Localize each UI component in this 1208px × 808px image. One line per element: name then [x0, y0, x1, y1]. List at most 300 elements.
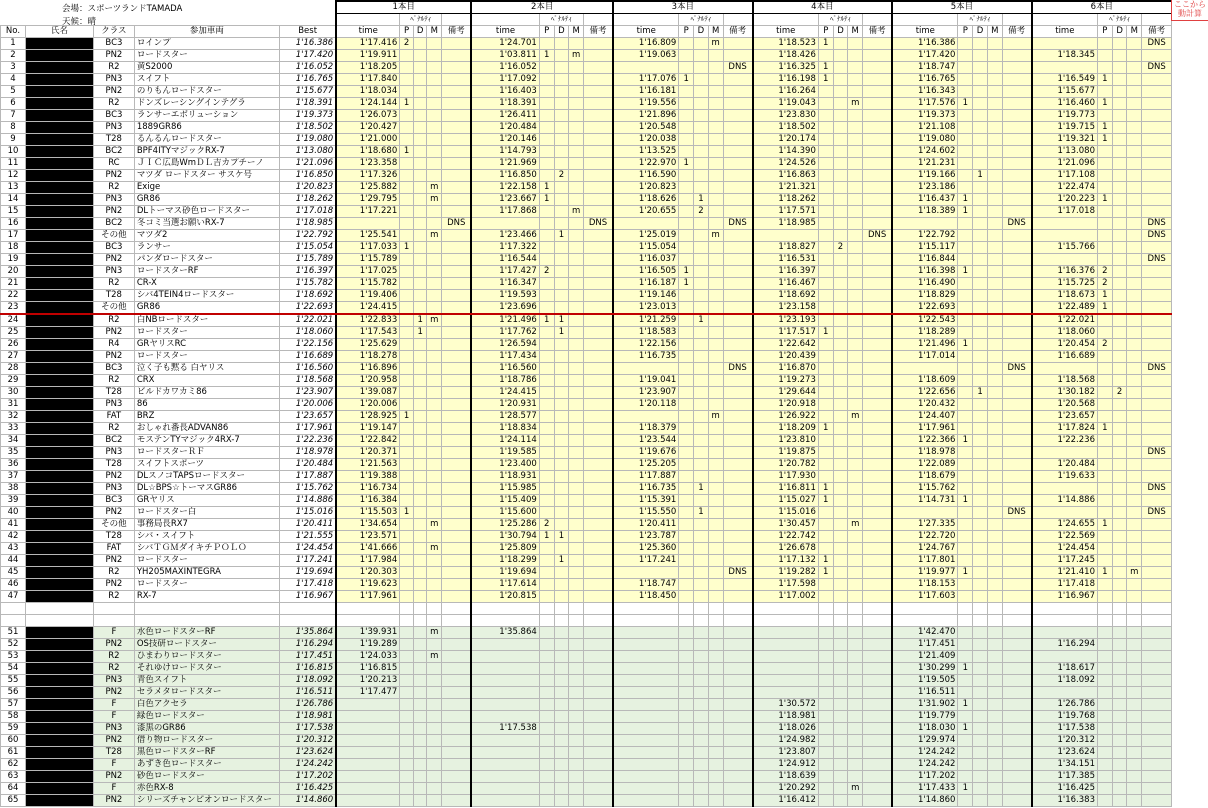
penalty-d [694, 758, 709, 770]
penalty-d [973, 206, 988, 218]
penalty-m [569, 650, 584, 662]
session-note [584, 507, 614, 519]
session-time [613, 758, 679, 770]
class-code: R2 [94, 662, 135, 674]
penalty-m [987, 626, 1002, 638]
session-note [442, 230, 472, 242]
penalty-d [413, 399, 427, 411]
penalty-d [694, 579, 709, 591]
penalty-p [400, 327, 414, 339]
session-time: 1'39.931 [336, 626, 400, 638]
session-note [1142, 314, 1172, 327]
session-note [1002, 74, 1032, 86]
penalty-m [987, 447, 1002, 459]
session-time: 1'20.484 [471, 122, 539, 134]
best-time: 1'20.823 [280, 182, 337, 194]
penalty-d: 1 [413, 314, 427, 327]
class-code: PN3 [94, 266, 135, 278]
penalty-d [833, 146, 848, 158]
session-note [863, 110, 893, 122]
penalty-p [818, 507, 833, 519]
result-row [1, 591, 1172, 603]
penalty-m [708, 206, 723, 218]
penalty-p [539, 698, 554, 710]
penalty-p: 1 [1097, 302, 1112, 315]
result-row [1, 302, 1172, 315]
session-note: DNS [442, 218, 472, 230]
session-note [1002, 758, 1032, 770]
session-time: 1'22.970 [613, 158, 679, 170]
session-note [584, 86, 614, 98]
penalty-d [973, 218, 988, 230]
penalty-d [554, 543, 569, 555]
penalty-m [987, 339, 1002, 351]
penalty-m [427, 483, 442, 495]
entry-number: 64 [1, 782, 26, 794]
penalty-m [987, 314, 1002, 327]
session-time: 1'17.451 [892, 638, 958, 650]
penalty-p [818, 50, 833, 62]
penalty-d [413, 567, 427, 579]
penalty-d [973, 471, 988, 483]
session-note [863, 686, 893, 698]
penalty-p: 1 [818, 423, 833, 435]
session-note [1142, 242, 1172, 254]
car-name: 86 [134, 399, 279, 411]
entry-number: 59 [1, 722, 26, 734]
penalty-d [1112, 794, 1127, 806]
session-note: DNS [723, 62, 753, 74]
driver-name-redacted [25, 182, 93, 194]
penalty-p: 1 [1097, 519, 1112, 531]
session-time: 1'20.918 [753, 399, 819, 411]
penalty-label: ﾍﾟﾅﾙﾃｨ [1097, 14, 1141, 26]
class-code: T28 [94, 531, 135, 543]
session-time: 1'16.505 [613, 266, 679, 278]
penalty-p [679, 459, 694, 471]
session-note [442, 146, 472, 158]
penalty-d [413, 471, 427, 483]
penalty-m [987, 74, 1002, 86]
driver-name-redacted [25, 495, 93, 507]
penalty-m [427, 170, 442, 182]
penalty-p [1097, 110, 1112, 122]
penalty-m [848, 314, 863, 327]
class-code: その他 [94, 230, 135, 242]
session-note [863, 710, 893, 722]
session-note [442, 567, 472, 579]
penalty-p [1097, 650, 1112, 662]
session-time: 1'23.830 [753, 110, 819, 122]
session-time [1032, 650, 1098, 662]
penalty-m [427, 794, 442, 806]
penalty-d [694, 134, 709, 146]
driver-name-redacted [25, 411, 93, 423]
session-time [1032, 62, 1098, 74]
session-time: 1'16.386 [892, 38, 958, 50]
session-time: 1'26.411 [471, 110, 539, 122]
penalty-m [987, 686, 1002, 698]
penalty-m [1127, 74, 1142, 86]
driver-name-redacted [25, 507, 93, 519]
penalty-m [427, 674, 442, 686]
session-note [584, 206, 614, 218]
penalty-d [833, 278, 848, 290]
penalty-m [1127, 351, 1142, 363]
session-note: DNS [723, 363, 753, 375]
session-note [1142, 519, 1172, 531]
session-time: 1'18.981 [753, 710, 819, 722]
penalty-p [539, 591, 554, 603]
penalty-m [1127, 459, 1142, 471]
header-penalty-m: M [1127, 26, 1142, 38]
penalty-m [708, 662, 723, 674]
penalty-m [987, 146, 1002, 158]
car-name: 漆黒のGR86 [134, 722, 279, 734]
driver-name-redacted [25, 122, 93, 134]
penalty-m [569, 399, 584, 411]
penalty-p [400, 194, 414, 206]
penalty-d [413, 375, 427, 387]
penalty-m [569, 662, 584, 674]
penalty-d [833, 459, 848, 471]
penalty-m [1127, 423, 1142, 435]
session-time: 1'15.725 [1032, 278, 1098, 290]
session-time: 1'16.187 [613, 278, 679, 290]
session-time: 1'16.181 [613, 86, 679, 98]
penalty-m [848, 230, 863, 242]
penalty-m [569, 122, 584, 134]
penalty-d [833, 495, 848, 507]
session-time: 1'18.391 [471, 98, 539, 110]
penalty-m [569, 86, 584, 98]
entry-number: 37 [1, 471, 26, 483]
session-title: 2本目 [471, 1, 613, 14]
session-time: 1'17.322 [471, 242, 539, 254]
session-time: 1'22.656 [892, 387, 958, 399]
penalty-p [679, 110, 694, 122]
session-note [1002, 794, 1032, 806]
result-row [1, 483, 1172, 495]
best-time: 1'17.202 [280, 770, 337, 782]
session-note [863, 435, 893, 447]
penalty-p [958, 363, 973, 375]
penalty-p [958, 758, 973, 770]
penalty-d [413, 170, 427, 182]
penalty-p: 1 [818, 74, 833, 86]
car-name: CR-X [134, 278, 279, 290]
penalty-m [427, 710, 442, 722]
penalty-p [1097, 662, 1112, 674]
penalty-m [1127, 194, 1142, 206]
entry-number: 27 [1, 351, 26, 363]
penalty-p [958, 399, 973, 411]
penalty-p [679, 254, 694, 266]
session-note [863, 218, 893, 230]
session-time: 1'22.089 [892, 459, 958, 471]
penalty-p [679, 507, 694, 519]
session-note [863, 134, 893, 146]
penalty-d [554, 770, 569, 782]
penalty-p [539, 459, 554, 471]
penalty-m [708, 698, 723, 710]
driver-name-redacted [25, 770, 93, 782]
penalty-m [708, 278, 723, 290]
best-time: 1'15.054 [280, 242, 337, 254]
penalty-p [400, 567, 414, 579]
car-name: 黄S2000 [134, 62, 279, 74]
session-time: 1'34.654 [336, 519, 400, 531]
entry-number: 12 [1, 170, 26, 182]
penalty-p [818, 710, 833, 722]
header-time: time [336, 26, 400, 38]
driver-name-redacted [25, 230, 93, 242]
class-code: T28 [94, 134, 135, 146]
penalty-d [554, 746, 569, 758]
session-time: 1'16.590 [613, 170, 679, 182]
session-time: 1'26.786 [1032, 698, 1098, 710]
penalty-p [400, 302, 414, 315]
penalty-d: 1 [694, 507, 709, 519]
penalty-p [400, 758, 414, 770]
penalty-d [973, 278, 988, 290]
penalty-p: 1 [539, 531, 554, 543]
penalty-d [554, 339, 569, 351]
penalty-d [833, 38, 848, 50]
penalty-d: 1 [554, 327, 569, 339]
session-time: 1'21.321 [753, 182, 819, 194]
penalty-d [554, 62, 569, 74]
session-note [442, 555, 472, 567]
car-name: ビルドカワカミ86 [134, 387, 279, 399]
penalty-d [694, 170, 709, 182]
penalty-d [1112, 134, 1127, 146]
result-row [1, 266, 1172, 278]
session-note [584, 314, 614, 327]
session-note [723, 555, 753, 567]
car-name: ロードスター [134, 555, 279, 567]
session-note [584, 50, 614, 62]
driver-name-redacted [25, 375, 93, 387]
penalty-d [973, 770, 988, 782]
penalty-m [427, 351, 442, 363]
penalty-m [1127, 555, 1142, 567]
penalty-d [554, 182, 569, 194]
penalty-d [413, 218, 427, 230]
result-row [1, 158, 1172, 170]
penalty-d [694, 146, 709, 158]
spacer-row [1, 603, 1172, 615]
session-note [723, 722, 753, 734]
session-time: 1'17.427 [471, 266, 539, 278]
header-penalty-d: D [973, 26, 988, 38]
entry-number: 15 [1, 206, 26, 218]
penalty-p [539, 638, 554, 650]
penalty-p [400, 579, 414, 591]
session-note [1002, 483, 1032, 495]
penalty-m [987, 734, 1002, 746]
session-time [471, 782, 539, 794]
class-code: T28 [94, 290, 135, 302]
session-time: 1'17.614 [471, 579, 539, 591]
penalty-m [427, 411, 442, 423]
driver-name-redacted [25, 519, 93, 531]
session-time: 1'17.538 [471, 722, 539, 734]
penalty-label: ﾍﾟﾅﾙﾃｨ [958, 14, 1002, 26]
entry-number: 30 [1, 387, 26, 399]
penalty-m [427, 98, 442, 110]
session-note [863, 50, 893, 62]
penalty-m [708, 794, 723, 806]
session-time: 1'18.829 [892, 290, 958, 302]
penalty-m [569, 543, 584, 555]
penalty-p [958, 555, 973, 567]
penalty-d [833, 375, 848, 387]
penalty-d [973, 698, 988, 710]
entry-number: 41 [1, 519, 26, 531]
best-time: 1'17.418 [280, 579, 337, 591]
session-note [584, 794, 614, 806]
penalty-p [958, 182, 973, 194]
header-note: 備考 [1002, 26, 1032, 38]
best-time: 1'16.967 [280, 591, 337, 603]
driver-name-redacted [25, 242, 93, 254]
header-note: 備考 [1142, 26, 1172, 38]
session-note [723, 290, 753, 302]
session-title: 3本目 [613, 1, 753, 14]
session-note [442, 206, 472, 218]
session-time: 1'17.433 [892, 782, 958, 794]
penalty-p [539, 218, 554, 230]
session-note [442, 579, 472, 591]
session-note [1142, 339, 1172, 351]
penalty-d [413, 782, 427, 794]
penalty-m [427, 758, 442, 770]
penalty-p [679, 423, 694, 435]
penalty-m [987, 567, 1002, 579]
penalty-m [427, 86, 442, 98]
session-time: 1'30.572 [753, 698, 819, 710]
class-code: R2 [94, 567, 135, 579]
result-row [1, 290, 1172, 302]
penalty-d [694, 74, 709, 86]
session-note [584, 230, 614, 242]
penalty-d [694, 698, 709, 710]
session-note [442, 459, 472, 471]
penalty-p [400, 698, 414, 710]
session-note [584, 483, 614, 495]
session-note [1142, 770, 1172, 782]
penalty-p: 2 [400, 38, 414, 50]
session-note [723, 411, 753, 423]
session-note [1002, 770, 1032, 782]
session-note [863, 182, 893, 194]
penalty-d [973, 399, 988, 411]
penalty-p [400, 626, 414, 638]
penalty-p [958, 794, 973, 806]
class-code: PN3 [94, 447, 135, 459]
entry-number: 14 [1, 194, 26, 206]
penalty-p [958, 459, 973, 471]
session-time: 1'20.411 [613, 519, 679, 531]
session-note [723, 495, 753, 507]
session-time: 1'17.241 [613, 555, 679, 567]
result-row [1, 327, 1172, 339]
penalty-p [1097, 86, 1112, 98]
session-time: 1'18.568 [1032, 375, 1098, 387]
session-note [863, 278, 893, 290]
session-note [442, 86, 472, 98]
best-time: 1'14.886 [280, 495, 337, 507]
session-note [1142, 182, 1172, 194]
penalty-p: 1 [818, 327, 833, 339]
penalty-p [539, 626, 554, 638]
penalty-m [427, 266, 442, 278]
driver-name-redacted [25, 567, 93, 579]
session-note [442, 387, 472, 399]
session-note [1142, 710, 1172, 722]
penalty-p [539, 710, 554, 722]
entry-number: 32 [1, 411, 26, 423]
class-code: R2 [94, 62, 135, 74]
class-code: BC3 [94, 38, 135, 50]
penalty-p [679, 519, 694, 531]
entry-number: 3 [1, 62, 26, 74]
penalty-d [413, 86, 427, 98]
header-penalty-p: P [400, 26, 414, 38]
session-time: 1'18.679 [892, 471, 958, 483]
penalty-m [1127, 483, 1142, 495]
session-note [442, 98, 472, 110]
penalty-p: 1 [818, 483, 833, 495]
penalty-m [569, 38, 584, 50]
penalty-d [554, 387, 569, 399]
penalty-m [569, 110, 584, 122]
penalty-d: 2 [1112, 387, 1127, 399]
session-time: 1'17.603 [892, 591, 958, 603]
penalty-m [1127, 182, 1142, 194]
penalty-d [833, 555, 848, 567]
penalty-d [833, 770, 848, 782]
penalty-m [569, 746, 584, 758]
penalty-p [818, 435, 833, 447]
penalty-p [1097, 254, 1112, 266]
session-time: 1'15.503 [336, 507, 400, 519]
session-note [1142, 435, 1172, 447]
session-note [442, 746, 472, 758]
penalty-p [1097, 626, 1112, 638]
penalty-m: m [848, 411, 863, 423]
penalty-m [708, 579, 723, 591]
session-time: 1'24.033 [336, 650, 400, 662]
penalty-m [569, 134, 584, 146]
class-code: BC3 [94, 363, 135, 375]
session-note [584, 782, 614, 794]
penalty-p: 2 [1097, 278, 1112, 290]
penalty-p [1097, 770, 1112, 782]
penalty-m [708, 50, 723, 62]
penalty-m [1127, 278, 1142, 290]
penalty-m [708, 650, 723, 662]
penalty-m [848, 266, 863, 278]
penalty-d [1112, 567, 1127, 579]
session-note [584, 423, 614, 435]
penalty-d [973, 674, 988, 686]
penalty-p [539, 38, 554, 50]
session-time: 1'19.273 [753, 375, 819, 387]
penalty-m [987, 591, 1002, 603]
penalty-d [973, 86, 988, 98]
